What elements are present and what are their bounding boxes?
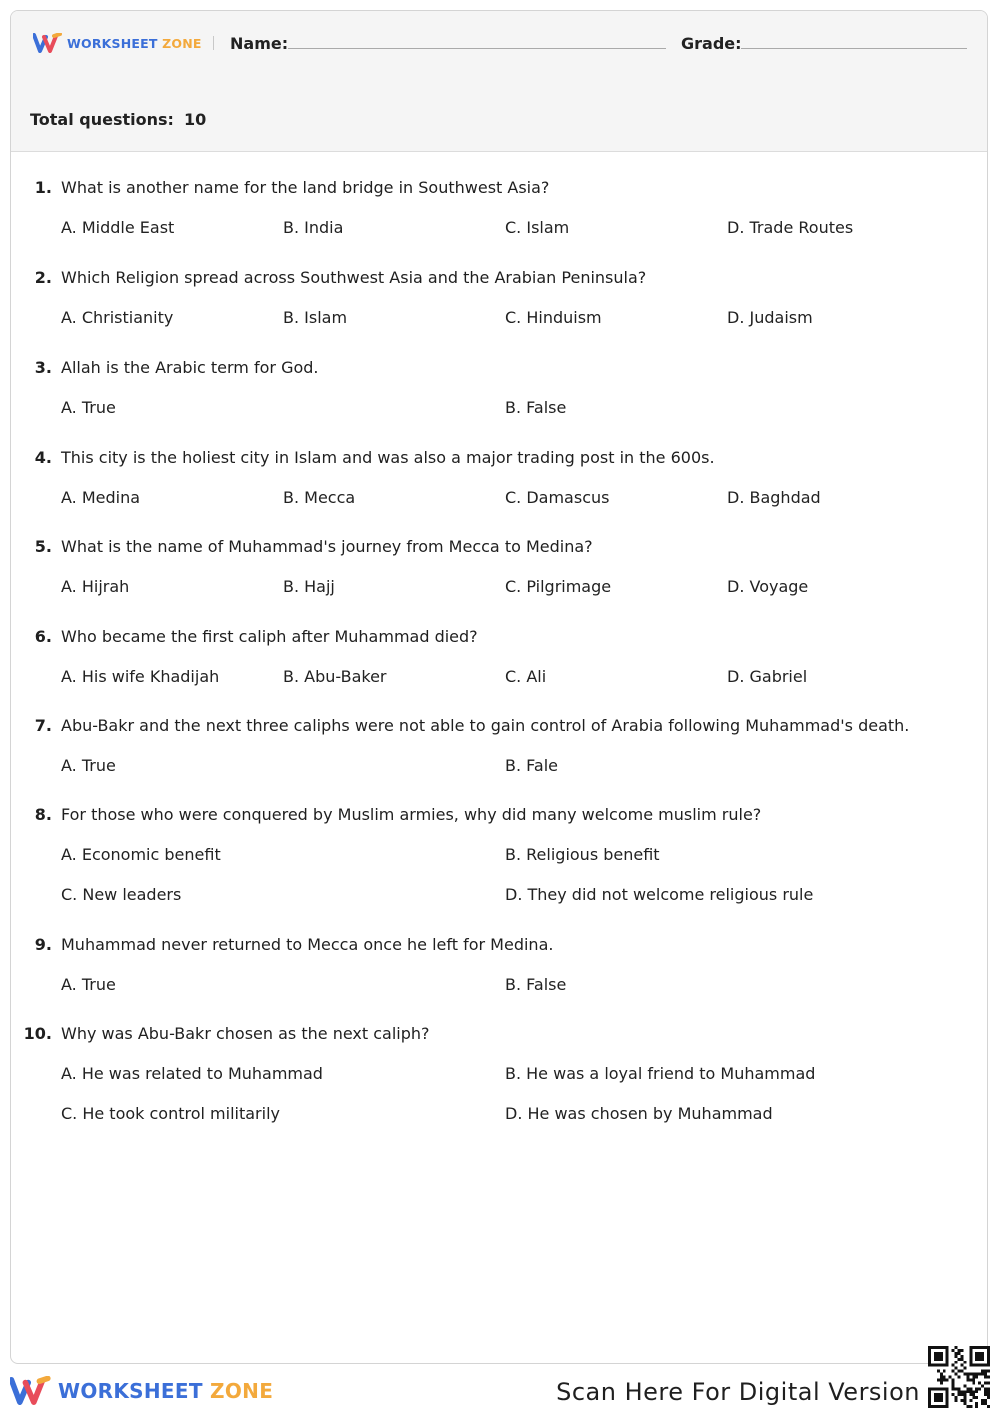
worksheet-page xyxy=(10,10,988,1364)
answer-option[interactable]: B. Fale xyxy=(505,756,558,775)
question-text: Who became the first caliph after Muhammad died? xyxy=(61,627,478,646)
worksheet-header xyxy=(11,11,987,152)
answer-option[interactable]: D. Trade Routes xyxy=(727,218,854,237)
question-text: Allah is the Arabic term for God. xyxy=(61,358,319,377)
grade-label: Grade: xyxy=(681,34,742,53)
answer-option[interactable]: D. Judaism xyxy=(727,308,813,327)
question-number: 7. xyxy=(34,716,52,735)
question-text: Why was Abu-Bakr chosen as the next caliph? xyxy=(61,1024,430,1043)
qr-code-icon[interactable] xyxy=(928,1346,990,1408)
worksheet-zone-logo-icon xyxy=(10,1376,52,1406)
answer-option[interactable]: B. Abu-Baker xyxy=(283,667,387,686)
answer-option[interactable]: B. False xyxy=(505,975,567,994)
answer-option[interactable]: C. New leaders xyxy=(61,885,182,904)
answer-option[interactable]: B. Hajj xyxy=(283,577,335,596)
question-number: 5. xyxy=(34,537,52,556)
scan-caption: Scan Here For Digital Version xyxy=(556,1378,920,1406)
answer-option[interactable]: B. Religious benefit xyxy=(505,845,660,864)
answer-option[interactable]: C. He took control militarily xyxy=(61,1104,280,1123)
answer-option[interactable]: C. Damascus xyxy=(505,488,610,507)
answer-option[interactable]: B. False xyxy=(505,398,567,417)
answer-option[interactable]: B. Mecca xyxy=(283,488,356,507)
answer-option[interactable]: A. Economic benefit xyxy=(61,845,221,864)
answer-option[interactable]: D. He was chosen by Muhammad xyxy=(505,1104,773,1123)
grade-field[interactable] xyxy=(741,48,967,49)
answer-option[interactable]: C. Islam xyxy=(505,218,570,237)
answer-option[interactable]: D. Baghdad xyxy=(727,488,821,507)
name-label: Name: xyxy=(230,34,289,53)
total-questions-label: Total questions: xyxy=(30,110,174,129)
answer-option[interactable]: A. Middle East xyxy=(61,218,175,237)
footer-wordmark: WORKSHEET ZONE xyxy=(58,1379,274,1403)
total-questions xyxy=(30,110,206,129)
question-number: 2. xyxy=(34,268,52,287)
question-number: 10. xyxy=(23,1024,52,1043)
answer-option[interactable]: A. True xyxy=(61,756,116,775)
answer-option[interactable]: D. Gabriel xyxy=(727,667,808,686)
answer-option[interactable]: B. India xyxy=(283,218,344,237)
answer-option[interactable]: A. Hijrah xyxy=(61,577,130,596)
footer-brand xyxy=(10,1376,273,1406)
header-brand xyxy=(33,33,202,53)
question-number: 3. xyxy=(34,358,52,377)
answer-option[interactable]: C. Pilgrimage xyxy=(505,577,612,596)
question-text: Abu-Bakr and the next three caliphs were not able to gain control of Arabia following Muhammad's death. xyxy=(61,716,910,735)
question-number: 9. xyxy=(34,935,52,954)
answer-option[interactable]: C. Hinduism xyxy=(505,308,602,327)
question-text: Which Religion spread across Southwest Asia and the Arabian Peninsula? xyxy=(61,268,647,287)
answer-option[interactable]: C. Ali xyxy=(505,667,547,686)
question-number: 6. xyxy=(34,627,52,646)
question-number: 1. xyxy=(34,178,52,197)
question-number: 4. xyxy=(34,448,52,467)
question-text: What is the name of Muhammad's journey from Mecca to Medina? xyxy=(61,537,593,556)
total-questions-value: 10 xyxy=(183,110,207,129)
question-text: Muhammad never returned to Mecca once he left for Medina. xyxy=(61,935,554,954)
question-text: For those who were conquered by Muslim armies, why did many welcome muslim rule? xyxy=(61,805,762,824)
answer-option[interactable]: A. Medina xyxy=(61,488,141,507)
answer-option[interactable]: A. True xyxy=(61,975,116,994)
question-text: This city is the holiest city in Islam and was also a major trading post in the 600s. xyxy=(61,448,715,467)
brand-wordmark: WORKSHEET ZONE xyxy=(67,35,202,51)
name-field[interactable] xyxy=(288,48,666,49)
answer-option[interactable]: A. His wife Khadijah xyxy=(61,667,220,686)
header-divider xyxy=(213,36,214,50)
answer-option[interactable]: D. Voyage xyxy=(727,577,809,596)
answer-option[interactable]: B. Islam xyxy=(283,308,348,327)
answer-option[interactable]: D. They did not welcome religious rule xyxy=(505,885,814,904)
answer-option[interactable]: A. Christianity xyxy=(61,308,174,327)
question-number: 8. xyxy=(34,805,52,824)
worksheet-zone-logo-icon xyxy=(33,33,63,53)
answer-option[interactable]: A. He was related to Muhammad xyxy=(61,1064,323,1083)
question-text: What is another name for the land bridge in Southwest Asia? xyxy=(61,178,550,197)
answer-option[interactable]: B. He was a loyal friend to Muhammad xyxy=(505,1064,816,1083)
answer-option[interactable]: A. True xyxy=(61,398,116,417)
